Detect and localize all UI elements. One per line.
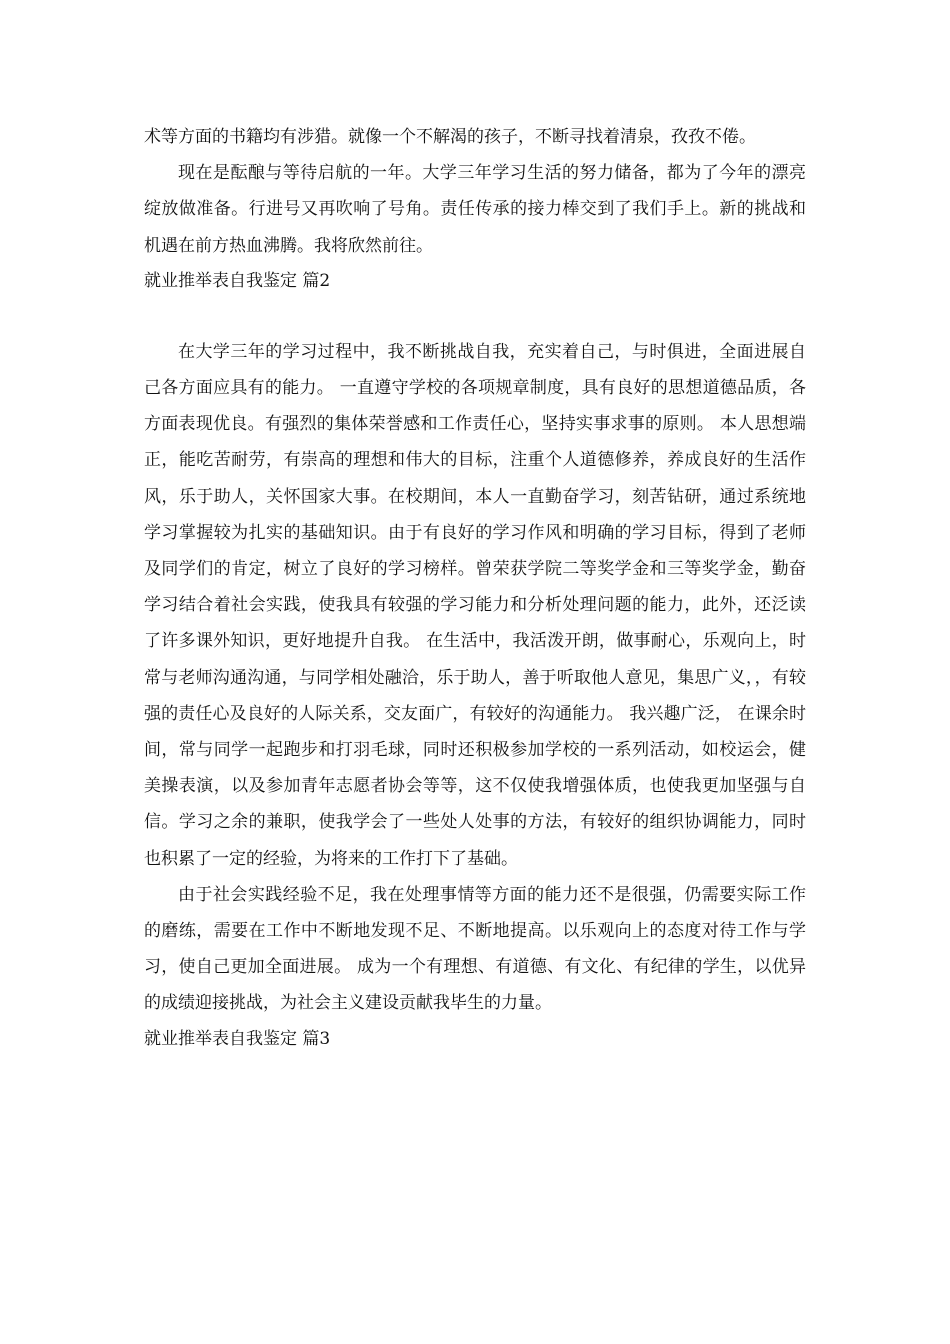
paragraph-shortcomings: 由于社会实践经验不足，我在处理事情等方面的能力还不是很强，仍需要实际工作的磨练，需要在工作中不断地发现不足、不断地提高。以乐观向上的态度对待工作与学习，使自己更加全面进展。 成为一个有理想、有道德、有文化、有纪律的学生，以优异的成绩迎接挑战，为社会主义建设贡献我毕生的力量。	[144, 884, 806, 1014]
section-heading-2: 就业推举表自我鉴定 篇2	[144, 270, 331, 291]
section-heading-3: 就业推举表自我鉴定 篇3	[144, 1028, 331, 1049]
document-page	[144, 119, 806, 1056]
paragraph-continuation: 术等方面的书籍均有涉猎。就像一个不解渴的孩子，不断寻找着清泉，孜孜不倦。	[144, 127, 756, 147]
paragraph-self-evaluation: 在大学三年的学习过程中，我不断挑战自我，充实着自己，与时俱进，全面进展自己各方面应具有的能力。 一直遵守学校的各项规章制度，具有良好的思想道德品质，各方面表现优良。有强烈的集体荣誉感和工作责任心，坚持实事求事的原则。 本人思想端正，能吃苦耐劳，有崇高的理想和伟大的目标，注重个人道德修养，养成良好的生活作风，乐于助人，关怀国家大事。在校期间，本人一直勤奋学习，刻苦钻研，通过系统地学习掌握较为扎实的基础知识。由于有良好的学习作风和明确的学习目标，得到了老师及同学们的肯定，树立了良好的学习榜样。曾荣获学院二等奖学金和三等奖学金，勤奋学习结合着社会实践，使我具有较强的学习能力和分析处理问题的能力，此外，还泛读了许多课外知识，更好地提升自我。 在生活中，我活泼开朗，做事耐心，乐观向上，时常与老师沟通沟通，与同学相处融洽，乐于助人，善于听取他人意见，集思广义，，有较强的责任心及良好的人际关系，交友面广，有较好的沟通能力。 我兴趣广泛， 在课余时间，常与同学一起跑步和打羽毛球，同时还积极参加学校的一系列活动，如校运会，健美操表演，以及参加青年志愿者协会等等，这不仅使我增强体质，也使我更加坚强与自信。学习之余的兼职，使我学会了一些处人处事的方法，有较好的组织协调能力，同时也积累了一定的经验，为将来的工作打下了基础。	[144, 341, 806, 869]
blank-line	[144, 298, 806, 334]
paragraph-new-year: 现在是酝酿与等待启航的一年。大学三年学习生活的努力储备，都为了今年的漂亮绽放做准备。行进号又再吹响了号角。责任传承的接力棒交到了我们手上。新的挑战和机遇在前方热血沸腾。我将欣然前往。	[144, 163, 806, 256]
